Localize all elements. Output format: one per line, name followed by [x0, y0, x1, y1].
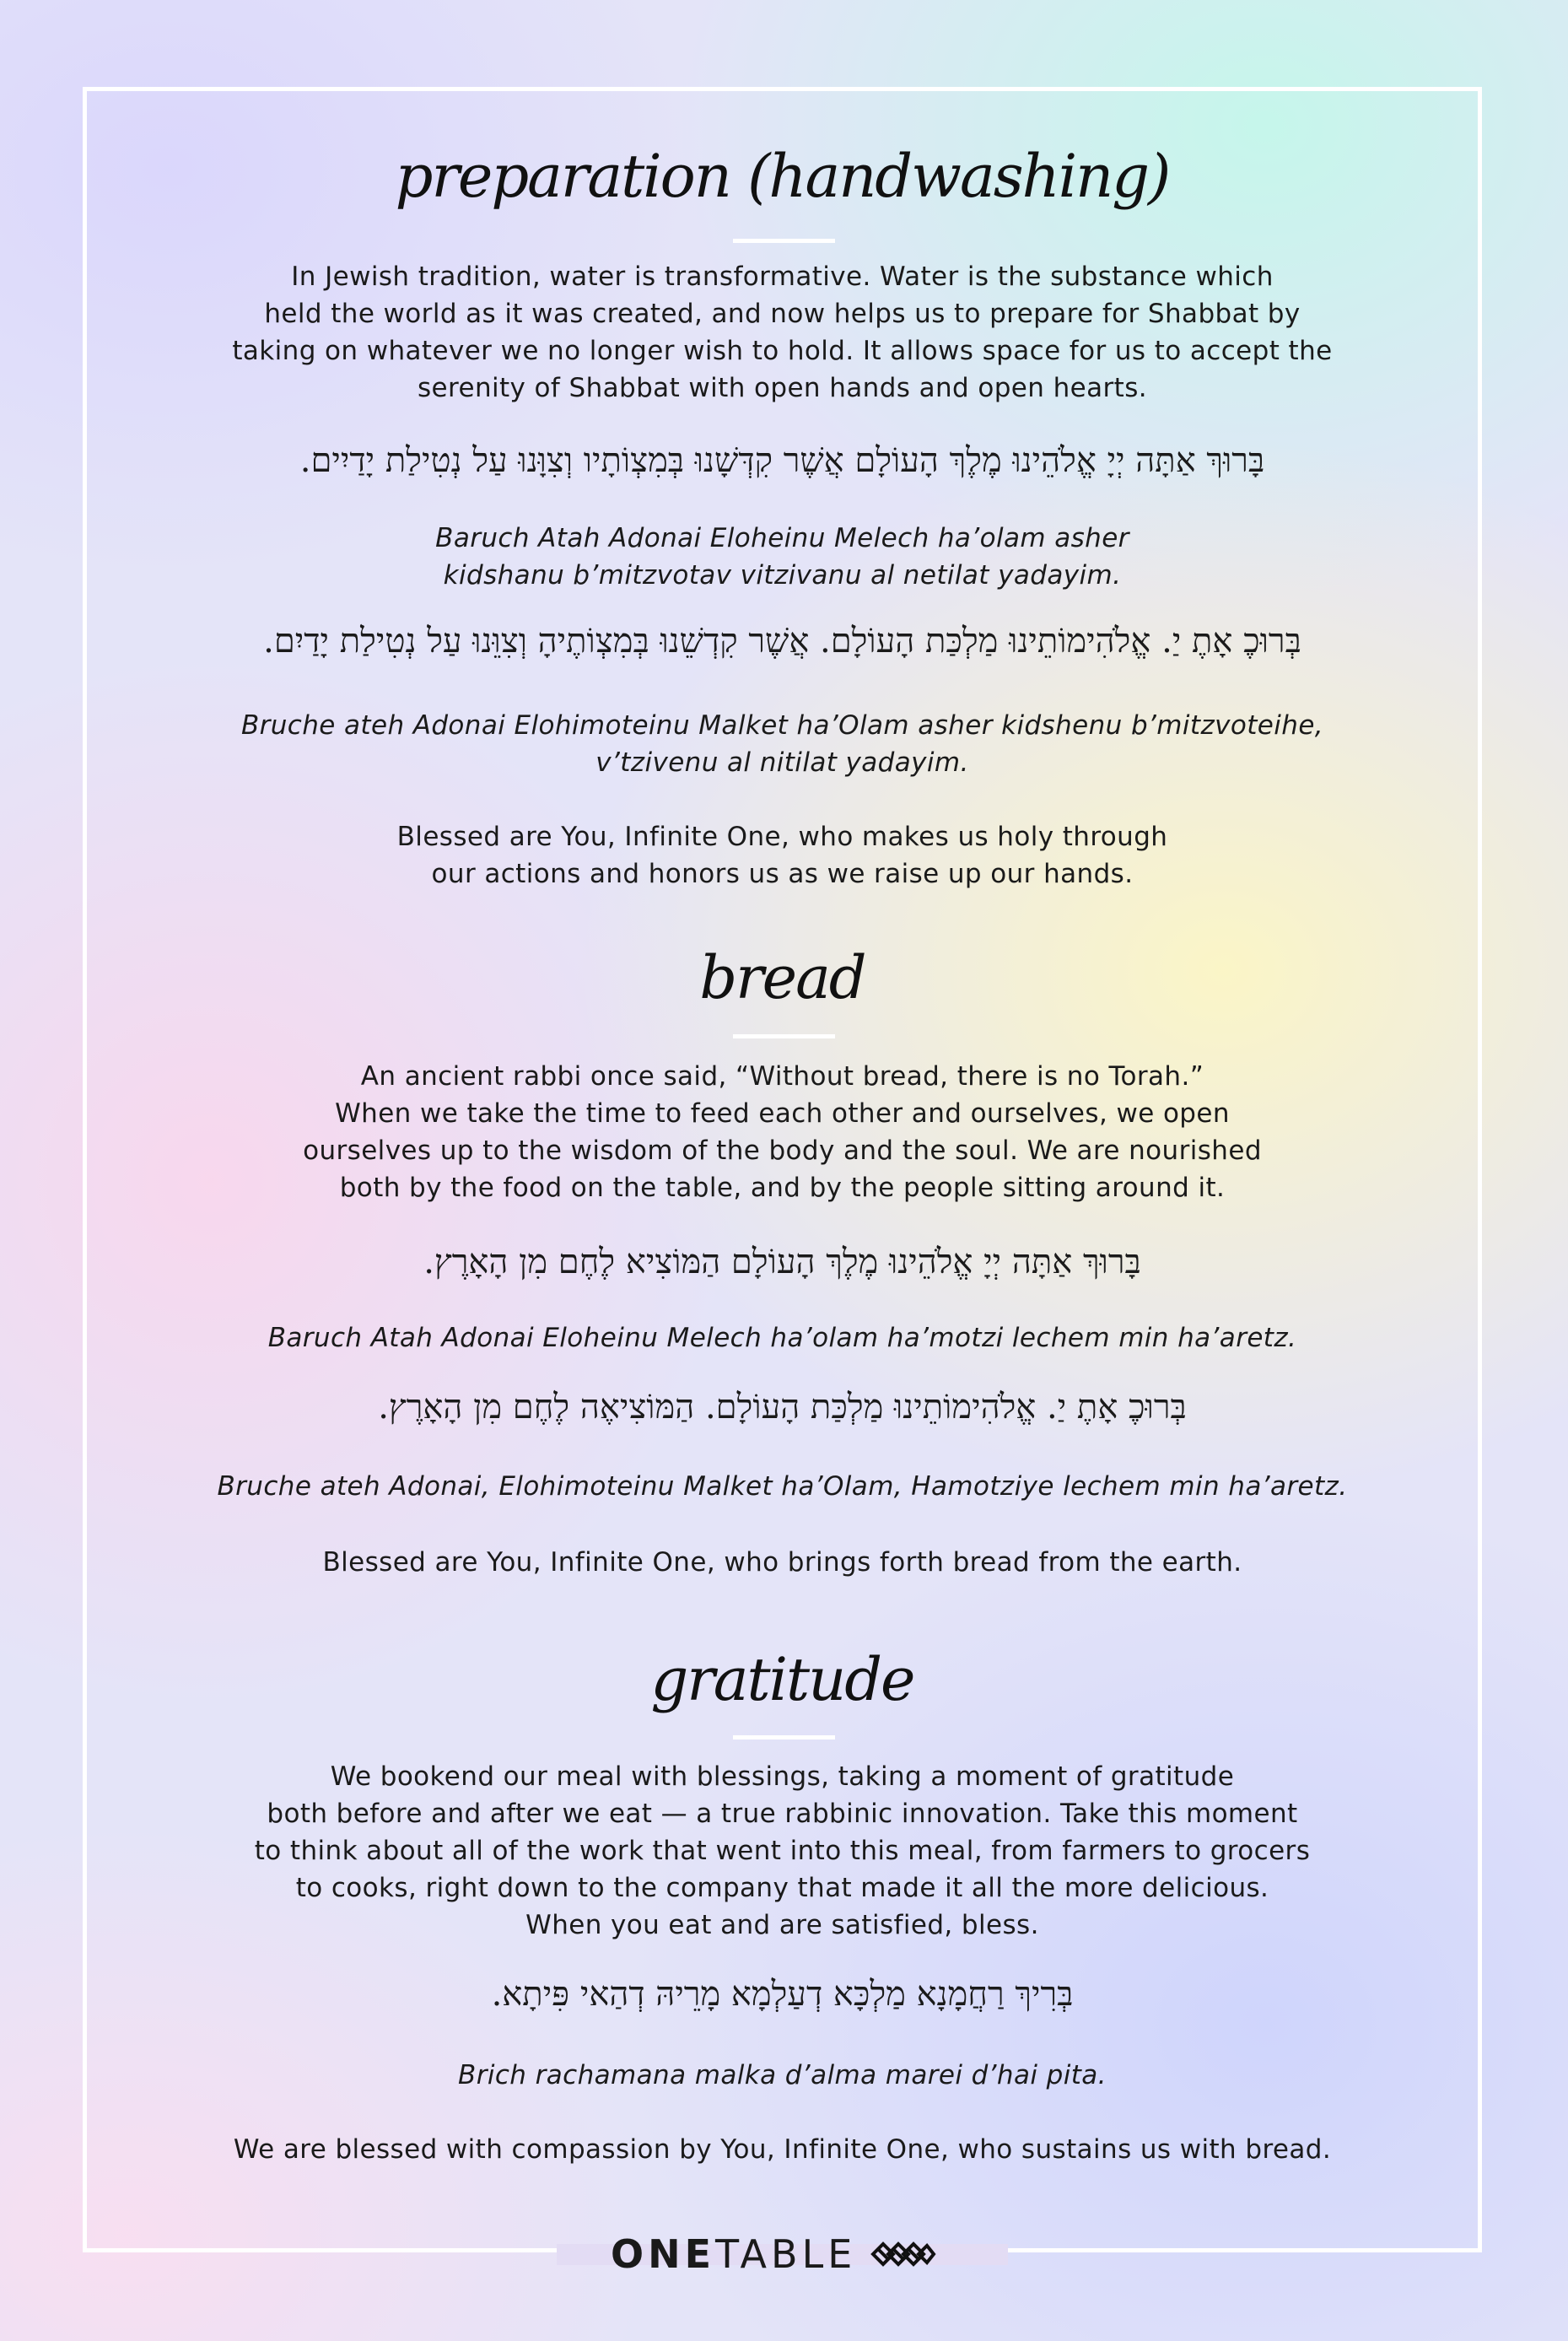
- hebrew-blessing-alt: בְּרוּכֶ אָתֶ יַ. אֱלֹהִימוֹתֵינוּ מַלְכַּת הָעוֹלָם. אֲשֶׁר קִדְשֵׁנוּ בְּמִצְוֹתֶיהָ וְצִוֵּנוּ עַל נְטִילַת יָדַיִם.: [263, 622, 1301, 661]
- translit-line: Brich rachamana malka d’alma marei d’hai pita.: [458, 2060, 1107, 2090]
- blessing-line: Blessed are You, Infinite One, who makes us holy through: [396, 822, 1168, 852]
- intro-line: serenity of Shabbat with open hands and open hearts.: [417, 373, 1148, 403]
- section-intro-gratitude: [83, 1758, 1482, 1944]
- logo-word-table: TABLE: [715, 2231, 857, 2277]
- translit-line: Bruche ateh Adonai, Elohimoteinu Malket ha’Olam, Hamotziye lechem min ha’aretz.: [217, 1471, 1348, 1502]
- title-rule: [733, 1735, 835, 1740]
- onetable-logo: [611, 2231, 937, 2277]
- intro-line: taking on whatever we no longer wish to hold. It allows space for us to accept the: [232, 336, 1333, 366]
- translit-line: Baruch Atah Adonai Eloheinu Melech ha’olam asher: [435, 523, 1129, 553]
- intro-line: We bookend our meal with blessings, taking a moment of gratitude: [330, 1761, 1235, 1792]
- blessing-line: our actions and honors us as we raise up our hands.: [431, 859, 1134, 889]
- english-blessing: [83, 1544, 1482, 1581]
- intro-line: to cooks, right down to the company that made it all the more delicious.: [295, 1873, 1269, 1903]
- translit-line: Baruch Atah Adonai Eloheinu Melech ha’olam ha’motzi lechem min ha’aretz.: [267, 1323, 1297, 1353]
- section-intro-bread: [83, 1058, 1482, 1206]
- hebrew-blessing: בָּרוּךְ אַתָּה יְיָ אֱלֹהֵינוּ מֶלֶךְ הָעוֹלָם הַמּוֹצִיא לֶחֶם מִן הָאָרֶץ.: [423, 1243, 1141, 1281]
- english-blessing: [83, 2131, 1482, 2168]
- translit-line: kidshanu b’mitzvotav vitzivanu al netilat yadayim.: [443, 560, 1122, 591]
- logo-word-one: ONE: [611, 2231, 716, 2277]
- transliteration-alt: [83, 707, 1482, 781]
- hebrew-blessing-alt: בְּרוּכֶ אָתֶ יַ. אֱלֹהִימוֹתֵינוּ מַלְכַּת הָעוֹלָם. הַמּוֹצִיאֶה לֶחֶם מִן הָאָרֶץ.: [378, 1388, 1187, 1427]
- intro-line: ourselves up to the wisdom of the body and the soul. We are nourished: [303, 1135, 1262, 1166]
- intro-line: When you eat and are satisfied, bless.: [525, 1910, 1039, 1940]
- section-title-bread: bread: [699, 943, 865, 1012]
- title-rule: [733, 1034, 835, 1038]
- intro-line: both by the food on the table, and by the people sitting around it.: [339, 1173, 1226, 1203]
- blessing-line: We are blessed with compassion by You, Infinite One, who sustains us with bread.: [233, 2134, 1332, 2165]
- transliteration: [83, 1319, 1482, 1357]
- section-title-preparation: preparation (handwashing): [395, 142, 1170, 211]
- intro-line: An ancient rabbi once said, “Without bread, there is no Torah.”: [360, 1061, 1204, 1092]
- hebrew-blessing: בָּרוּךְ אַתָּה יְיָ אֱלֹהֵינוּ מֶלֶךְ הָעוֹלָם אֲשֶׁר קִדְּשָׁנוּ בְּמִצְוֹתָיו וְצִוָּנוּ עַל נְטִילַת יָדַיִים.: [299, 441, 1265, 480]
- section-title-gratitude: gratitude: [650, 1645, 914, 1714]
- transliteration: [83, 2057, 1482, 2094]
- translit-line: v’tzivenu al nitilat yadayim.: [595, 747, 969, 778]
- intro-line: both before and after we eat — a true rabbinic innovation. Take this moment: [267, 1799, 1298, 1829]
- section-intro-preparation: [83, 258, 1482, 407]
- blessing-line: Blessed are You, Infinite One, who brings forth bread from the earth.: [322, 1547, 1242, 1578]
- hebrew-blessing: בְּרִיךְ רַחֲמָנָא מַלְכָּא דְעַלְמָא מָרֵיהּ דְהַאי פִּיתָא.: [491, 1975, 1074, 2014]
- interlocking-knot-icon: [870, 2237, 937, 2271]
- title-rule: [733, 239, 835, 243]
- intro-line: to think about all of the work that went into this meal, from farmers to grocers: [254, 1836, 1311, 1866]
- intro-line: held the world as it was created, and now helps us to prepare for Shabbat by: [264, 299, 1301, 329]
- english-blessing: [83, 818, 1482, 893]
- intro-line: In Jewish tradition, water is transformative. Water is the substance which: [291, 262, 1274, 292]
- transliteration: [83, 520, 1482, 594]
- intro-line: When we take the time to feed each other and ourselves, we open: [335, 1098, 1230, 1129]
- transliteration-alt: [83, 1468, 1482, 1505]
- translit-line: Bruche ateh Adonai Elohimoteinu Malket ha’Olam asher kidshenu b’mitzvoteihe,: [240, 710, 1324, 741]
